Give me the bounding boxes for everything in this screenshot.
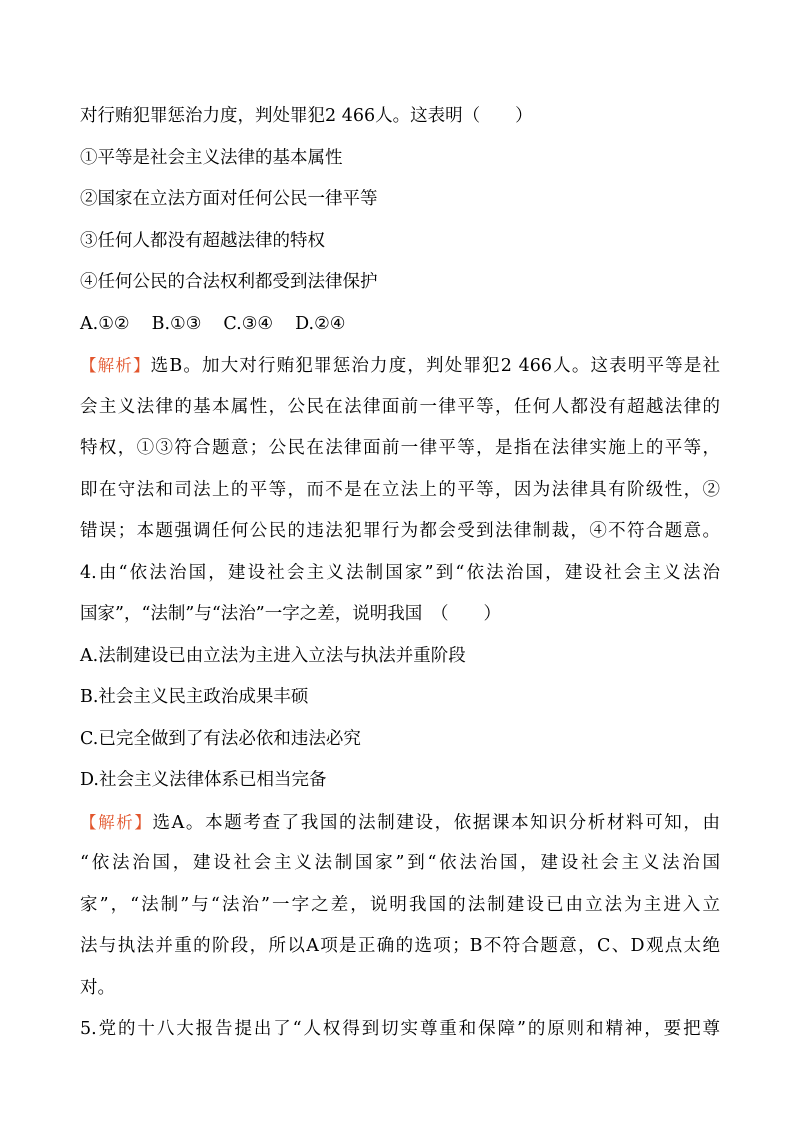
q4-option-d: D.社会主义法律体系已相当完备 — [80, 770, 327, 790]
document-body — [80, 96, 720, 1051]
q3-option-a: A.①② — [80, 313, 130, 334]
q3-analysis-line-1 — [80, 345, 720, 387]
q3-choice-2: ②国家在立法方面对任何公民一律平等 — [80, 189, 378, 209]
q4-analysis-line-2: “依法治国，建设社会主义法制国家”到“依法治国，建设社会主义法治国 — [80, 853, 720, 873]
q3-analysis-line-5: 错误；本题强调任何公民的违法犯罪行为都会受到法律制裁，④不符合题意。 — [80, 521, 720, 541]
q4-analysis-line-5: 对。 — [80, 977, 115, 998]
q3-analysis-line-2: 会主义法律的基本属性，公民在法律面前一律平等，任何人都没有超越法律的 — [80, 396, 720, 417]
q4-stem-line-2: 国家”，“法制”与“法治”一字之差，说明我国 （ ） — [80, 604, 501, 624]
q4-analysis-line-1 — [80, 802, 720, 844]
q3-analysis-line-3: 特权，①③符合题意；公民在法律面前一律平等，是指在法律实施上的平等， — [80, 438, 720, 458]
q4-option-b: B.社会主义民主政治成果丰硕 — [80, 687, 309, 707]
q3-choice-3: ③任何人都没有超越法律的特权 — [80, 230, 325, 251]
q3-options — [80, 304, 720, 346]
q4-analysis-line-4: 法与执法并重的阶段，所以A项是正确的选项；B不符合题意，C、D观点太绝 — [80, 936, 720, 956]
q3-analysis-tag: 【解析】 — [80, 356, 151, 375]
q3-option-d: D.②④ — [295, 313, 346, 334]
q4-option-a: A.法制建设已由立法为主进入立法与执法并重阶段 — [80, 645, 466, 666]
q3-choice-4: ④任何公民的合法权利都受到法律保护 — [80, 272, 378, 292]
q4-analysis-text-1: 选A。本题考查了我国的法制建设，依据课本知识分析材料可知，由 — [152, 812, 720, 833]
q4-option-c: C.已完全做到了有法必依和违法必究 — [80, 728, 361, 749]
q5-stem-line-1: 5.党的十八大报告提出了“人权得到切实尊重和保障”的原则和精神，要把尊 — [80, 1019, 720, 1039]
q3-option-c: C.③④ — [223, 313, 274, 334]
q3-option-b: B.①③ — [151, 313, 202, 334]
q3-analysis-text-1: 选B。加大对行贿犯罪惩治力度，判处罪犯2 466人。这表明平等是社 — [150, 356, 720, 376]
q3-choice-1: ①平等是社会主义法律的基本属性 — [80, 147, 343, 168]
q3-stem-tail: 对行贿犯罪惩治力度，判处罪犯2 466人。这表明（ ） — [80, 106, 533, 126]
q3-analysis-line-4: 即在守法和司法上的平等，而不是在立法上的平等，因为法律具有阶级性，② — [80, 479, 720, 500]
q4-stem-line-1: 4.由“依法治国，建设社会主义法制国家”到“依法治国，建设社会主义法治 — [80, 562, 720, 583]
q4-analysis-tag: 【解析】 — [80, 812, 153, 832]
q4-analysis-line-3: 家”，“法制”与“法治”一字之差，说明我国的法制建设已由立法为主进入立 — [80, 894, 720, 915]
